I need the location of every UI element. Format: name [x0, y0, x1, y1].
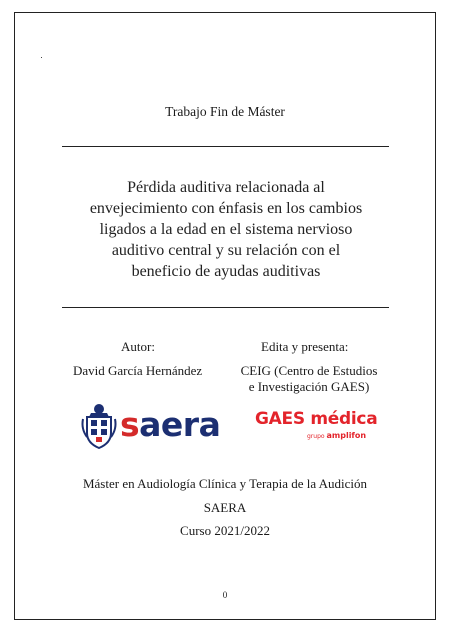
publisher-label: Edita y presenta: [261, 339, 349, 354]
author-name: David García Hernández [73, 363, 203, 378]
gaes-sub-prefix: grupo [307, 433, 325, 440]
document-page [14, 12, 436, 620]
saera-crest-icon [79, 403, 119, 449]
title-line: beneficio de ayudas auditivas [131, 263, 321, 280]
document-type-heading: Trabajo Fin de Máster [165, 104, 285, 119]
title-line: envejecimiento con énfasis en los cambios [89, 200, 363, 217]
title-line: ligados a la edad en el sistema nervioso [99, 221, 353, 238]
top-divider [62, 146, 389, 147]
author-label: Autor: [121, 339, 155, 354]
program-name: Máster en Audiología Clínica y Terapia de la Audición [82, 476, 368, 491]
publisher-name [229, 363, 389, 395]
institution-name: SAERA [203, 500, 247, 515]
title-line: auditivo central y su relación con el [111, 242, 341, 259]
gaes-sub-brand: amplifon [326, 431, 367, 440]
publisher-line: CEIG (Centro de Estudios [240, 363, 378, 378]
page-number: 0 [222, 590, 228, 600]
thesis-title [55, 177, 397, 282]
gaes-sub-logo [307, 431, 366, 440]
title-line: Pérdida auditiva relacionada al [127, 179, 325, 196]
saera-logo-s: s [120, 405, 140, 444]
saera-logo-rest: aera [139, 405, 221, 444]
publisher-line: e Investigación GAES) [248, 379, 370, 394]
gaes-logo: GAES médica [255, 409, 378, 429]
stray-dot [41, 57, 42, 58]
course-year: Curso 2021/2022 [180, 523, 270, 538]
saera-logo [120, 405, 220, 444]
bottom-divider [62, 307, 389, 308]
